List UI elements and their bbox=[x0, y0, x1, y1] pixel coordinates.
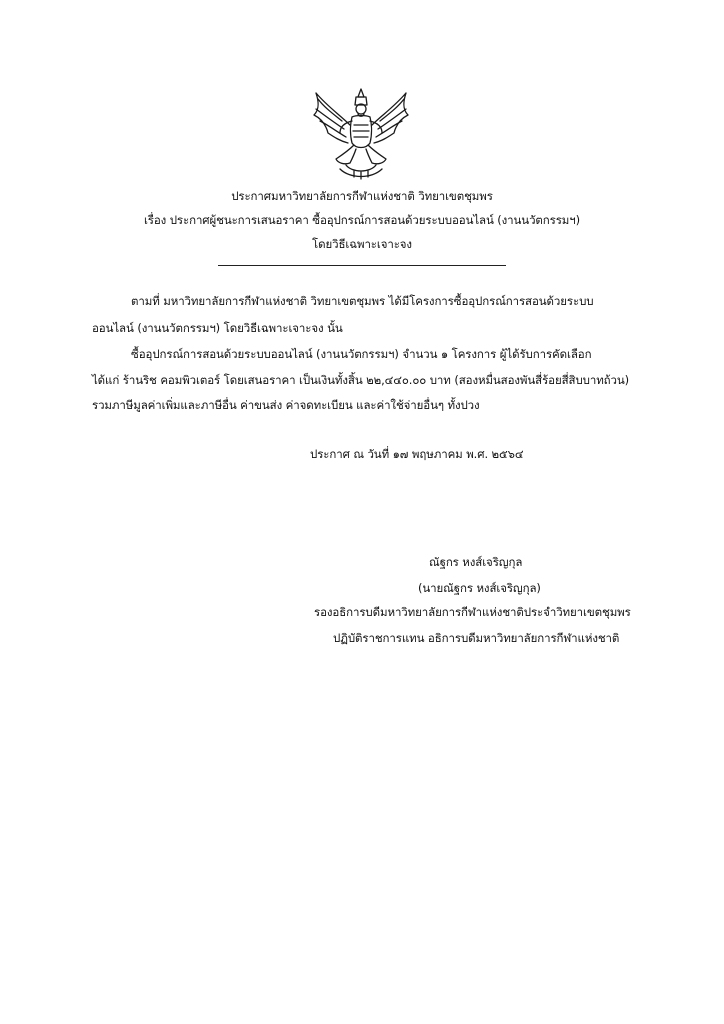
signatory-full-name: (นายณัฐกร หงส์เจริญกุล) bbox=[418, 581, 541, 595]
paragraph-1-line-1: ตามที่ มหาวิทยาลัยการกีฬาแห่งชาติ วิทยาเขตชุมพร ได้มีโครงการซื้ออุปกรณ์การสอนด้วยระบบ bbox=[131, 294, 594, 308]
paragraph-1-line-2: ออนไลน์ (งานนวัตกรรมฯ) โดยวิธีเฉพาะเจาะจง นั้น bbox=[92, 321, 343, 335]
title-divider bbox=[218, 265, 506, 266]
announcement-date: ประกาศ ณ วันที่ ๑๗ พฤษภาคม พ.ศ. ๒๕๖๔ bbox=[310, 447, 524, 461]
announcement-title: ประกาศมหาวิทยาลัยการกีฬาแห่งชาติ วิทยาเขตชุมพร bbox=[231, 189, 493, 203]
signatory-name: ณัฐกร หงส์เจริญกุล bbox=[429, 555, 523, 569]
paragraph-2-line-3: รวมภาษีมูลค่าเพิ่มและภาษีอื่น ค่าขนส่ง ค่าจดทะเบียน และค่าใช้จ่ายอื่นๆ ทั้งปวง bbox=[92, 398, 480, 412]
procurement-method: โดยวิธีเฉพาะเจาะจง bbox=[312, 237, 412, 251]
signatory-acting-position: ปฏิบัติราชการแทน อธิการบดีมหาวิทยาลัยการกีฬาแห่งชาติ bbox=[333, 631, 620, 645]
garuda-emblem-icon bbox=[310, 85, 412, 181]
paragraph-2-line-1: ซื้ออุปกรณ์การสอนด้วยระบบออนไลน์ (งานนวัตกรรมฯ) จำนวน ๑ โครงการ ผู้ได้รับการคัดเลือก bbox=[131, 347, 592, 361]
signatory-position: รองอธิการบดีมหาวิทยาลัยการกีฬาแห่งชาติประจำวิทยาเขตชุมพร bbox=[314, 605, 631, 619]
paragraph-2-line-2: ได้แก่ ร้านริช คอมพิวเตอร์ โดยเสนอราคา เป็นเงินทั้งสิ้น ๒๒,๔๔๐.๐๐ บาท (สองหมื่นสองพันสี่ร้อยสี่สิบบาทถ้วน) bbox=[92, 373, 630, 387]
announcement-subject: เรื่อง ประกาศผู้ชนะการเสนอราคา ซื้ออุปกรณ์การสอนด้วยระบบออนไลน์ (งานนวัตกรรมฯ) bbox=[143, 213, 581, 227]
